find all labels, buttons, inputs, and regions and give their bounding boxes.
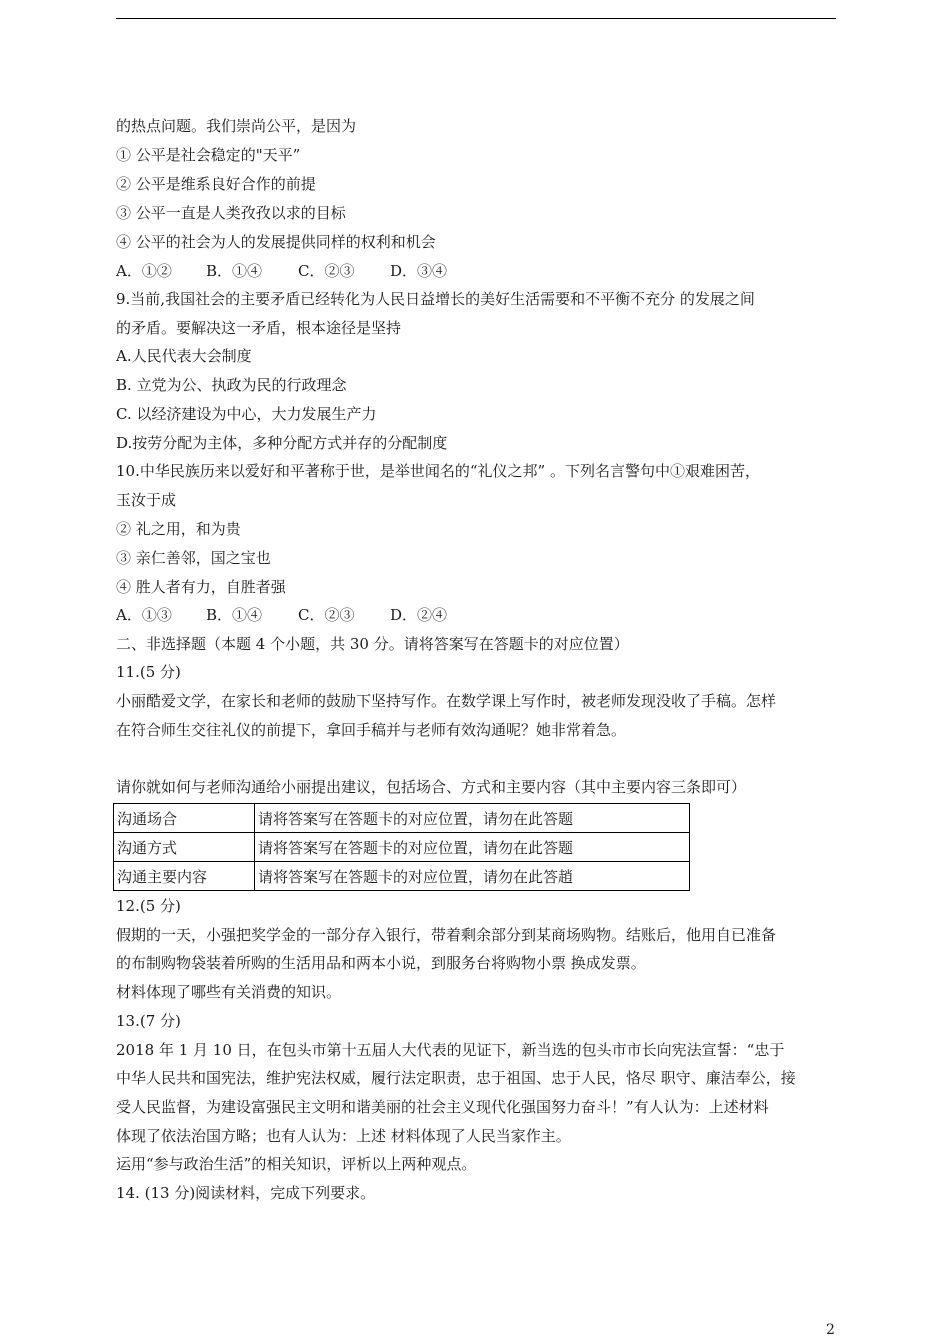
q8-item-3: ③ 公平一直是人类孜孜以求的目标 <box>116 204 346 222</box>
q12-question: 材料体现了哪些有关消费的知识。 <box>116 983 342 1001</box>
q11-text-line1: 小丽酷爱文学，在家长和老师的鼓励下坚持写作。在数学课上写作时，被老师发现没收了手稿。怎样 <box>116 692 777 710</box>
q8-option-b: B．①④ <box>206 262 263 280</box>
q8-options <box>116 261 447 281</box>
header-rule <box>116 18 836 19</box>
q10-item-4: ④ 胜人者有力，自胜者强 <box>116 578 286 596</box>
q8-option-d: D．③④ <box>390 262 448 280</box>
q10-item-2: ② 礼之用，和为贵 <box>116 520 241 538</box>
q10-option-d: D．②④ <box>390 606 448 624</box>
q9-option-a: A.人民代表大会制度 <box>116 347 252 365</box>
q8-option-a: A．①② <box>116 262 172 280</box>
table-label-cell: 沟通方式 <box>114 833 255 862</box>
q9-option-b: B. 立党为公、执政为民的行政理念 <box>116 376 347 394</box>
table-value-cell: 请将答案写在答题卡的对应位置，请勿在此答趙 <box>255 862 690 891</box>
q9-option-c: C. 以经济建设为中心，大力发展生产力 <box>116 405 377 423</box>
page-number: 2 <box>826 1322 835 1338</box>
table-row <box>114 862 690 891</box>
q10-option-a: A．①③ <box>116 606 172 624</box>
q11-label: 11.(5 分) <box>116 663 181 681</box>
q9-stem-line2: 的矛盾。要解决这一矛盾，根本途径是坚持 <box>116 319 402 337</box>
q13-text-line2: 中华人民共和国宪法，维护宪法权威，履行法定职责，忠于祖国、忠于人民，恪尽 职守、廉洁奉公，接 <box>116 1069 796 1087</box>
q8-item-4: ④ 公平的社会为人的发展提供同样的权利和机会 <box>116 233 436 251</box>
q11-prompt: 请你就如何与老师沟通给小丽提出建议，包括场合、方式和主要内容（其中主要内容三条即可） <box>116 778 747 796</box>
q14-label: 14. (13 分)阅读材料，完成下列要求。 <box>116 1184 376 1202</box>
table-label-cell: 沟通主要内容 <box>114 862 255 891</box>
table-value-cell: 请将答案写在答题卡的对应位置，请勿在此答题 <box>255 804 690 833</box>
q13-question: 运用“参与政治生活”的相关知识，评析以上两种观点。 <box>116 1155 477 1173</box>
q12-label: 12.(5 分) <box>116 897 181 915</box>
table-row <box>114 833 690 862</box>
q11-text-line2: 在符合师生交往礼仪的前提下，拿回手稿并与老师有效沟通呢？她非常着急。 <box>116 721 627 739</box>
q12-text-line2: 的布制购物袋装着所购的生活用品和两本小说，到服务台将购物小票 换成发票。 <box>116 954 646 972</box>
table-row <box>114 804 690 833</box>
q10-option-c: C．②③ <box>298 606 355 624</box>
q8-stem-tail: 的热点问题。我们崇尚公平，是因为 <box>116 117 357 135</box>
q13-text-line1: 2018 年 1 月 10 日，在包头市第十五届人大代表的见证下，新当选的包头市市长向宪法宣誓：“忠于 <box>116 1041 785 1059</box>
q9-option-d: D.按劳分配为主体，多种分配方式并存的分配制度 <box>116 434 448 452</box>
q13-text-line4: 体现了依法治国方略；也有人认为：上述 材料体现了人民当家作主。 <box>116 1127 571 1145</box>
communication-table <box>113 803 690 891</box>
q9-stem-line1: 9.当前,我国社会的主要矛盾已经转化为人民日益增长的美好生活需要和不平衡不充分 的发展之间 <box>116 290 755 308</box>
q8-item-2: ② 公平是维系良好合作的前提 <box>116 175 316 193</box>
q13-text-line3: 受人民监督，为建设富强民主文明和谐美丽的社会主义现代化强国努力奋斗！”有人认为：上述材料 <box>116 1098 769 1116</box>
q10-stem-line1: 10.中华民族历来以爱好和平著称于世，是举世闻名的“礼仪之邦” 。下列名言警句中①艰难困苦， <box>116 462 760 480</box>
table-value-cell: 请将答案写在答题卡的对应位置，请勿在此答题 <box>255 833 690 862</box>
q8-item-1: ① 公平是社会稳定的"天平” <box>116 146 301 164</box>
q8-option-c: C．②③ <box>298 262 355 280</box>
section2-heading: 二、非选择题（本题 4 个小题，共 30 分。请将答案写在答题卡的对应位置） <box>116 635 629 653</box>
q10-option-b: B．①④ <box>206 606 263 624</box>
q10-options <box>116 605 447 625</box>
q10-item-3: ③ 亲仁善邻，国之宝也 <box>116 549 271 567</box>
table-label-cell: 沟通场合 <box>114 804 255 833</box>
q12-text-line1: 假期的一天，小强把奖学金的一部分存入银行，带着剩余部分到某商场购物。结账后，他用自已准备 <box>116 926 777 944</box>
q10-stem-line2: 玉汝于成 <box>116 491 177 509</box>
q13-label: 13.(7 分) <box>116 1012 181 1030</box>
